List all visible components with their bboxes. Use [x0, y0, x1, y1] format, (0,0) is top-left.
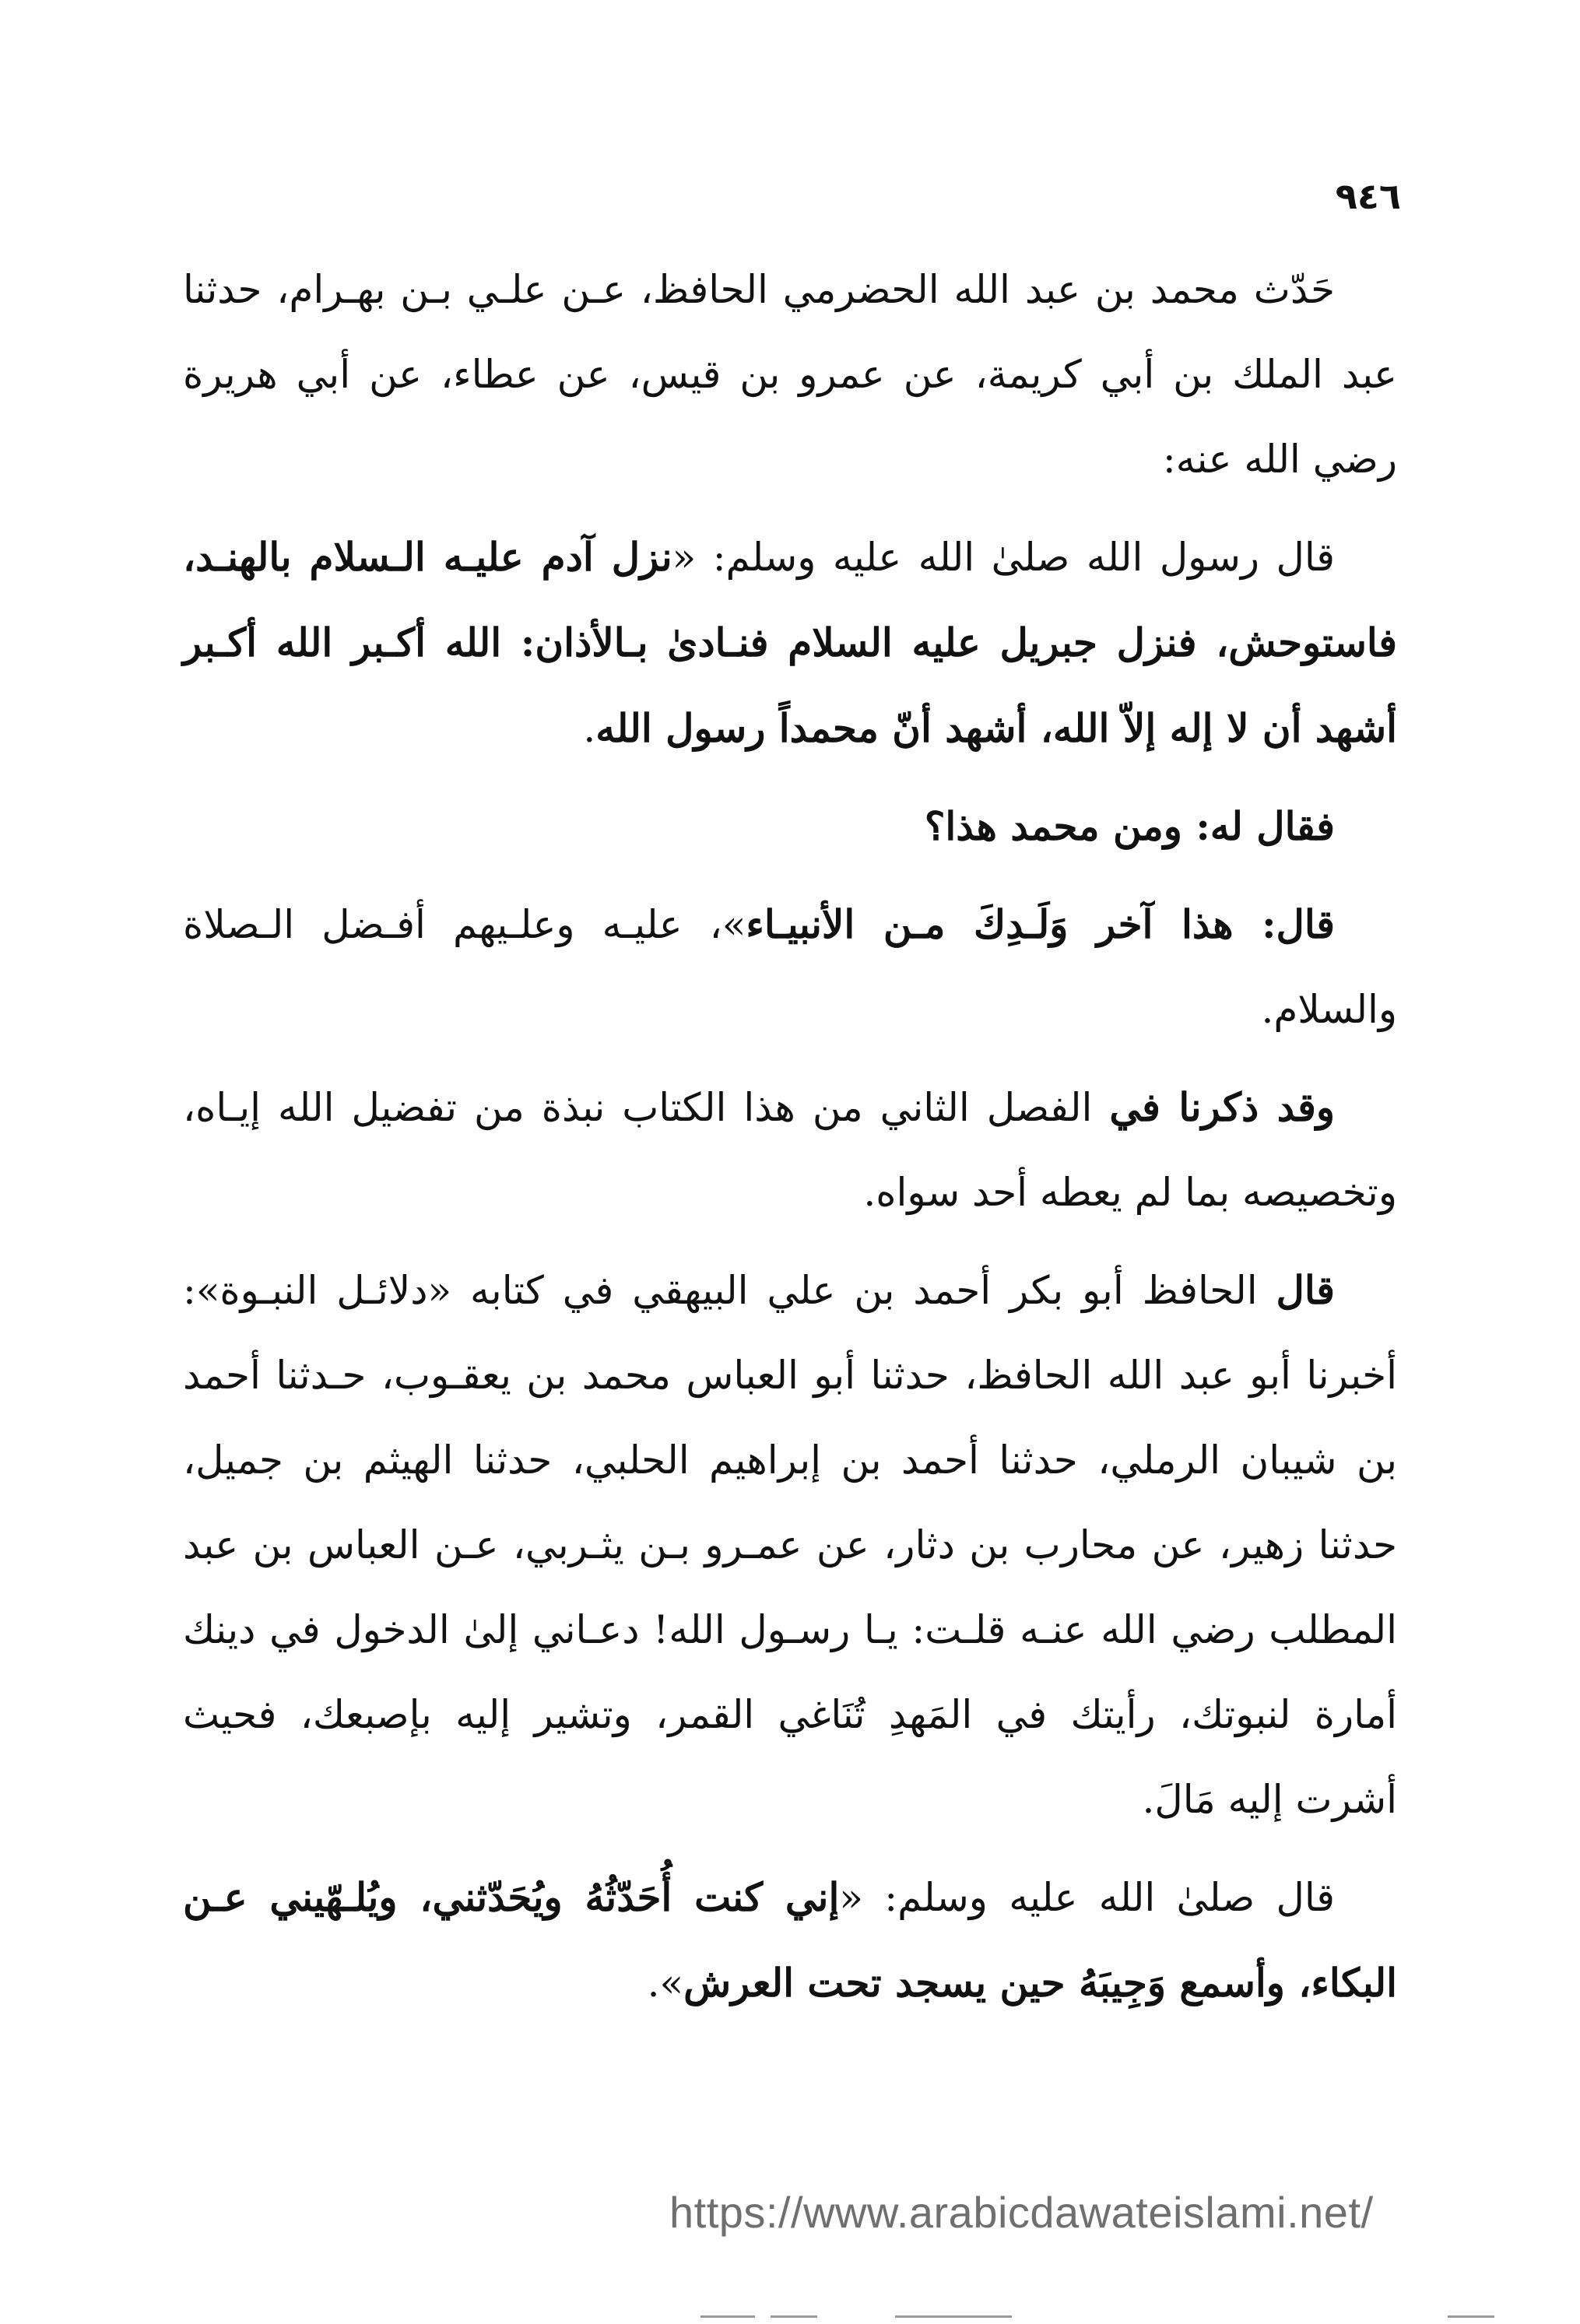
paragraph-5 — [183, 1065, 1397, 1235]
paragraph-1 — [183, 247, 1397, 502]
paragraph-3-text: فقال له: ومن محمد هذا؟ — [924, 803, 1335, 849]
bottom-scan-marks — [0, 2315, 1580, 2320]
paragraph-4 — [183, 882, 1397, 1052]
main-text-block — [183, 247, 1397, 2038]
paragraph-2-end: . — [583, 706, 596, 751]
paragraph-3 — [183, 784, 1397, 869]
paragraph-6-rest: الحافظ أبو بكر أحمد بن علي البيهقي في كتابه «دلائـل النبـوة»: أخبرنا أبو عبد الله الحافظ، حدثنا أبو العباس محمد بن يعقـوب، حـدثنا أحمد بن شيبان الرملي، حدثنا أحمد بن إبراهيم الحلبي، حدثنا الهيثم بن جميل، حدثنا زهير، عن محارب بن دثار، عن عمـرو بـن يثـربي، عـن العباس بن عبد المطلب رضي الله عنـه قلـت: يـا رسـول الله! دعـاني إلىٰ الدخول في دينك أمارة لنبوتك، رأيتك في المَهدِ تُنَاغي القمر، وتشير إليه بإصبعك، فحيث أشرت إليه مَالَ. — [183, 1268, 1397, 1822]
paragraph-1-text: حَدّث محمد بن عبد الله الحضرمي الحافظ، عـن علـي بـن بهـرام، حدثنا عبد الملك بن أبي كريمة، عن عمرو بن قيس، عن عطاء، عن أبي هريرة رضي الله عنه: — [183, 267, 1397, 482]
paragraph-5-lead: وقد ذكرنا في — [1109, 1084, 1335, 1130]
paragraph-5-rest: الفصل الثاني من هذا الكتاب نبذة من تفضيل الله إيـاه، وتخصيصه بما لم يعطه أحد سواه. — [183, 1085, 1397, 1215]
paragraph-7-end: ». — [647, 1961, 684, 2006]
paragraph-4-quote: قال: هذا آخر وَلَـدِكَ مـن الأنبيـاء — [746, 901, 1336, 947]
paragraph-2-intro: قال رسول الله صلىٰ الله عليه وسلم: « — [672, 535, 1335, 580]
paragraph-7 — [183, 1855, 1397, 2026]
watermark-url: https://www.arabicdawateislami.net/ — [669, 2188, 1374, 2237]
paragraph-4-rest: »، عليـه وعلـيهم أفـضل الـصلاة والسلام. — [183, 902, 1397, 1032]
paragraph-6-lead: قال — [1276, 1267, 1335, 1313]
paragraph-7-quote: إني كنت أُحَدّثُهُ ويُحَدّثني، ويُلـهّيني عـن البكاء، وأسمع وَجِيبَهُ حين يسجد تحت العرش — [183, 1874, 1397, 2006]
scan-mark — [1448, 2315, 1494, 2318]
paragraph-2-quote: نزل آدم عليـه الـسلام بالهنـد، فاستوحش، فنزل جبريل عليه السلام فنـادىٰ بـالأذان: الله أكـبر الله أكـبر أشهد أن لا إله إلاّ الله، أشهد أنّ محمداً رسول الله — [183, 534, 1397, 751]
scan-mark — [895, 2315, 1012, 2318]
scan-mark — [700, 2315, 755, 2318]
paragraph-6 — [183, 1248, 1397, 1842]
page-number: ٩٤٦ — [1335, 175, 1401, 217]
scan-mark — [771, 2315, 817, 2318]
paragraph-2 — [183, 514, 1397, 771]
paragraph-7-intro: قال صلىٰ الله عليه وسلم: « — [839, 1875, 1335, 1920]
